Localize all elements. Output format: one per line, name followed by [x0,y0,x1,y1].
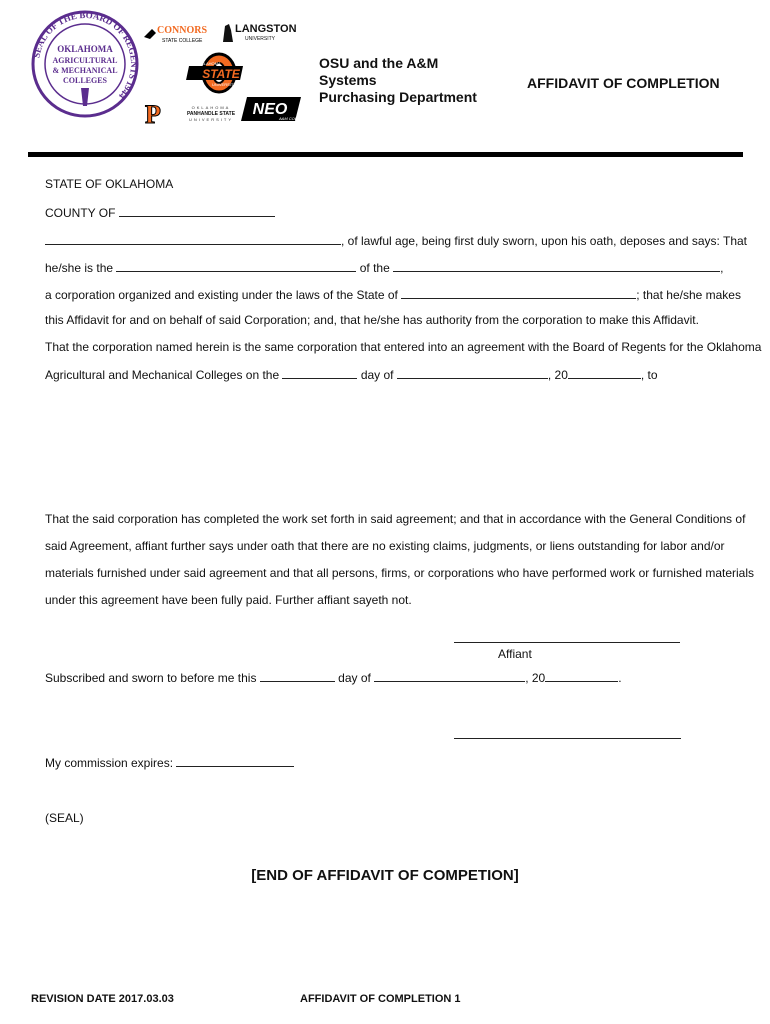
header-divider [28,152,743,157]
seal-line-2: AGRICULTURAL [52,56,118,65]
oklahoma-state-university-logo [190,52,248,94]
same-corporation-text: That the corporation named herein is the same corporation that entered into an agreement with the Board of Regents for the Oklahoma [45,340,762,354]
company-name-field[interactable] [393,260,720,272]
footer-page-label: AFFIDAVIT OF COMPLETION 1 [300,993,461,1005]
commission-label: My commission expires: [45,756,174,770]
completed-text-1: That the said corporation has completed the work set forth in said agreement; and that in accordance with the General Conditions of [45,512,746,526]
sworn-20-label: , 20 [525,671,546,685]
osu-bottom: UNIVERSITY [212,82,237,87]
panhandle-top: OKLAHOMA [191,105,231,110]
title-company-line [45,260,723,275]
end-of-affidavit-heading: [END OF AFFIDAVIT OF COMPETION] [251,867,519,884]
header-dept-line-2: Systems [319,72,377,88]
heshe-is-the-label: he/she is the [45,261,114,275]
affiant-name-line [45,233,747,248]
header-department [319,55,477,106]
agreement-20-label: , 20 [547,368,568,382]
connors-sub: STATE COLLEGE [162,38,203,44]
p-letter: P [145,100,161,129]
agreement-to-label: , to [640,368,658,382]
completed-text-3: materials furnished under said agreement and that all persons, firms, or corporations who have performed work or furnished materials [45,566,755,580]
sworn-day-of-label: day of [338,671,371,685]
neo-sub: A&M COLLEGE [279,116,308,121]
affiant-signature-line[interactable] [454,642,680,643]
commission-line [45,755,294,770]
oath-text: , of lawful age, being first duly sworn, upon his oath, deposes and says: That [341,234,748,248]
sworn-period: . [618,671,622,685]
header-dept-line-1: OSU and the A&M [319,55,439,71]
footer-revision-date: REVISION DATE 2017.03.03 [31,993,174,1005]
oklahoma-panhandle-state-logo [180,104,242,124]
sworn-year-field[interactable] [545,670,618,682]
panhandle-bottom: UNIVERSITY [188,117,234,122]
state-label: STATE OF OKLAHOMA [45,177,174,191]
panhandle-p-logo [143,100,169,129]
completed-text-4: under this agreement have been fully paid. Further affiant sayeth not. [45,593,412,607]
agreement-date-line [45,367,658,382]
agreement-year-field[interactable] [568,367,641,379]
seal-line-1: OKLAHOMA [57,44,113,54]
affidavit-behalf-text: this Affidavit for and on behalf of said Corporation; and, that he/she has authority from the corporation to make this Affidavit. [45,313,699,327]
ag-mech-text: Agricultural and Mechanical Colleges on the [45,368,280,382]
langston-name: LANGSTON [235,23,297,35]
completed-text-2: said Agreement, affiant further says under oath that there are no existing claims, judgments, or liens outstanding for labor and/or [45,539,725,553]
seal-label: (SEAL) [45,811,84,825]
county-field[interactable] [119,205,275,217]
langston-university-logo [221,20,303,44]
osu-top: OKLAHOMA [198,61,221,66]
neo-am-college-logo [241,95,308,125]
county-label: COUNTY OF [45,206,116,220]
commission-expiry-field[interactable] [176,755,294,767]
that-heshe-makes-text: ; that he/she makes [636,288,741,302]
panhandle-mid: PANHANDLE STATE [186,111,236,117]
notary-signature-line[interactable] [454,738,681,739]
osu-mid: STATE [202,67,240,81]
agreement-day-field[interactable] [282,367,357,379]
seal-ring-text: SEAL OF THE BOARD OF REGENTS 1944 [31,10,139,101]
connors-name: CONNORS [157,25,208,36]
county-line [45,205,275,220]
seal-line-4: COLLEGES [62,76,108,85]
affiant-title-field[interactable] [116,260,356,272]
agreement-month-field[interactable] [397,367,548,379]
affiant-label: Affiant [498,647,532,661]
agreement-day-of-label: day of [360,368,394,382]
connors-state-college-logo [142,23,214,45]
subscribed-text: Subscribed and sworn to before me this [45,671,257,685]
header-dept-line-3: Purchasing Department [319,89,477,105]
corp-state-field[interactable] [401,287,636,299]
document-title: AFFIDAVIT OF COMPLETION [527,75,720,91]
of-the-label: of the [359,261,390,275]
corp-org-text: a corporation organized and existing under the laws of the State of [45,288,398,302]
subscribed-line [45,670,622,685]
sworn-day-field[interactable] [260,670,335,682]
corporation-state-line [45,287,741,302]
affiant-name-field[interactable] [45,233,341,245]
sworn-month-field[interactable] [374,670,525,682]
comma-text: , [720,261,724,275]
neo-name: NEO [252,101,288,118]
langston-sub: UNIVERSITY [245,36,276,42]
board-of-regents-seal [31,10,139,118]
seal-line-3: & MECHANICAL [52,66,118,75]
